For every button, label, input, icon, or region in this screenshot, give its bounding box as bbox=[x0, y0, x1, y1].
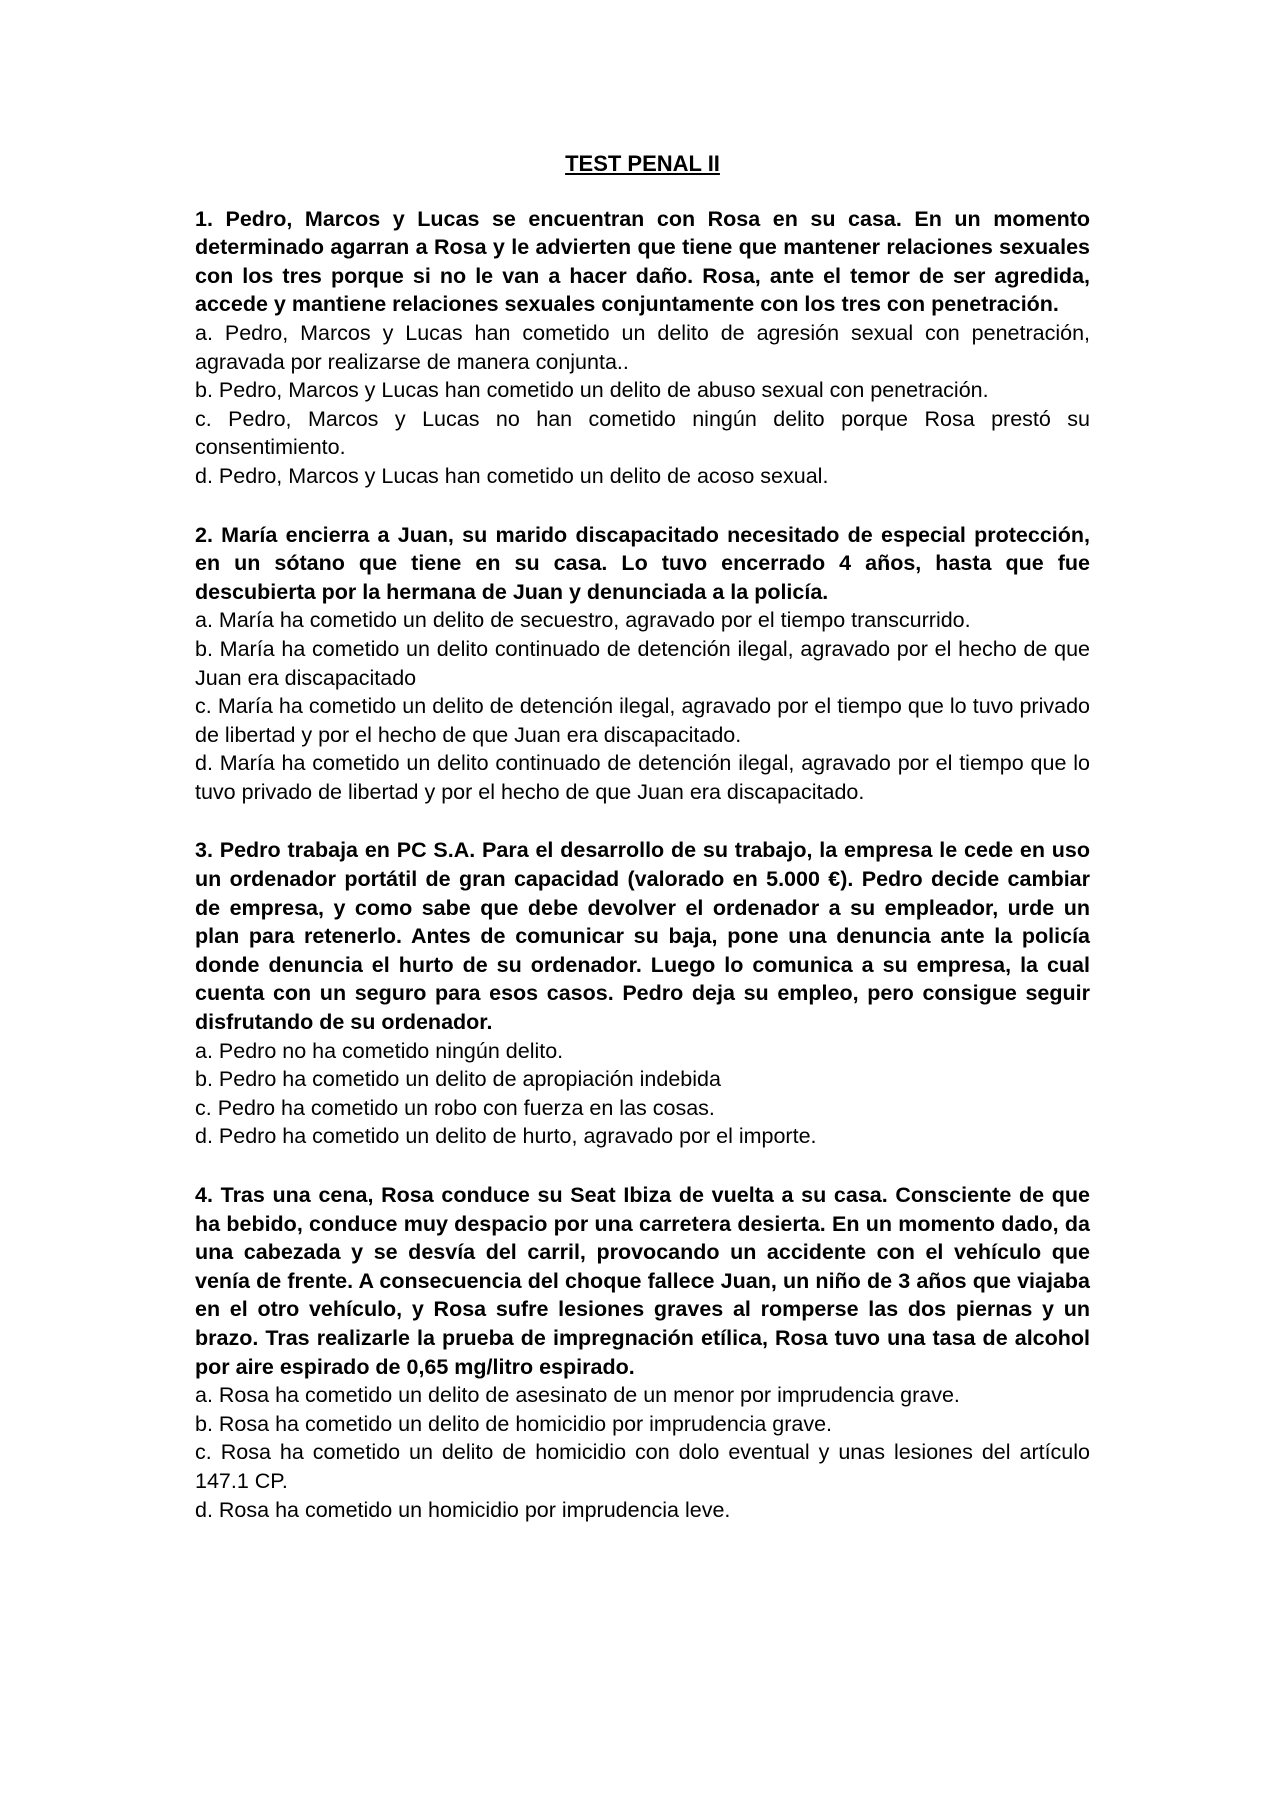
answer-option-d: d. María ha cometido un delito continuado de detención ilegal, agravado por el tiempo que lo tuvo privado de libertad y por el hecho de que Juan era discapacitado. bbox=[195, 751, 1090, 804]
answer-option-b: b. Pedro, Marcos y Lucas han cometido un delito de abuso sexual con penetración. bbox=[195, 378, 989, 403]
page-title: TEST PENAL II bbox=[565, 151, 720, 176]
exam-page bbox=[195, 150, 1090, 1554]
question-3 bbox=[195, 836, 1090, 1151]
answer-option-d: d. Rosa ha cometido un homicidio por imprudencia leve. bbox=[195, 1497, 731, 1522]
answer-option-a: a. Pedro, Marcos y Lucas han cometido un delito de agresión sexual con penetración, agravada por realizarse de manera conjunta.. bbox=[195, 320, 1090, 374]
answer-option-c: c. María ha cometido un delito de detención ilegal, agravado por el tiempo que lo tuvo privado de libertad y por el hecho de que Juan era discapacitado. bbox=[195, 694, 1090, 747]
question-stem: 1. Pedro, Marcos y Lucas se encuentran con Rosa en su casa. En un momento determinado agarran a Rosa y le advierten que tiene que mantener relaciones sexuales con los tres porque si no le van a hacer daño. Rosa, ante el temor de ser agredida, accede y mantiene relaciones sexuales conjuntamente con los tres con penetración. bbox=[195, 206, 1090, 317]
answer-option-a: a. María ha cometido un delito de secuestro, agravado por el tiempo transcurrido. bbox=[195, 608, 971, 633]
answer-option-c: c. Rosa ha cometido un delito de homicidio con dolo eventual y unas lesiones del artículo 147.1 CP. bbox=[195, 1440, 1090, 1493]
question-2 bbox=[195, 521, 1090, 807]
question-stem: 2. María encierra a Juan, su marido discapacitado necesitado de especial protección, en un sótano que tiene en su casa. Lo tuvo encerrado 4 años, hasta que fue descubierta por la hermana de Juan y denunciada a la policía. bbox=[195, 522, 1090, 604]
answer-option-d: d. Pedro ha cometido un delito de hurto, agravado por el importe. bbox=[195, 1124, 817, 1149]
answer-option-c: c. Pedro ha cometido un robo con fuerza en las cosas. bbox=[195, 1095, 715, 1120]
answer-option-a: a. Rosa ha cometido un delito de asesinato de un menor por imprudencia grave. bbox=[195, 1383, 960, 1408]
question-stem: 4. Tras una cena, Rosa conduce su Seat Ibiza de vuelta a su casa. Consciente de que ha bebido, conduce muy despacio por una carretera desierta. En un momento dado, da una cabezada y se desvía del carril, provocando un accidente con el vehículo que venía de frente. A consecuencia del choque fallece Juan, un niño de 3 años que viajaba en el otro vehículo, y Rosa sufre lesiones graves al romperse las dos piernas y un brazo. Tras realizarle la prueba de impregnación etílica, Rosa tuvo una tasa de alcohol por aire espirado de 0,65 mg/litro espirado. bbox=[195, 1183, 1090, 1379]
question-1 bbox=[195, 205, 1090, 491]
question-stem: 3. Pedro trabaja en PC S.A. Para el desarrollo de su trabajo, la empresa le cede en uso un ordenador portátil de gran capacidad (valorado en 5.000 €). Pedro decide cambiar de empresa, y como sabe que debe devolver el ordenador a su empleador, urde un plan para retenerlo. Antes de comunicar su baja, pone una denuncia ante la policía donde denuncia el hurto de su ordenador. Luego lo comunica a su empresa, la cual cuenta con un seguro para esos casos. Pedro deja su empleo, pero consigue seguir disfrutando de su ordenador. bbox=[195, 838, 1090, 1035]
answer-option-b: b. Rosa ha cometido un delito de homicidio por imprudencia grave. bbox=[195, 1411, 833, 1436]
answer-option-c: c. Pedro, Marcos y Lucas no han cometido ningún delito porque Rosa prestó su consentimiento. bbox=[195, 406, 1090, 460]
answer-option-d: d. Pedro, Marcos y Lucas han cometido un delito de acoso sexual. bbox=[195, 463, 829, 488]
answer-option-b: b. María ha cometido un delito continuado de detención ilegal, agravado por el hecho de que Juan era discapacitado bbox=[195, 636, 1090, 690]
answer-option-b: b. Pedro ha cometido un delito de apropiación indebida bbox=[195, 1067, 721, 1092]
answer-option-a: a. Pedro no ha cometido ningún delito. bbox=[195, 1038, 564, 1063]
question-4 bbox=[195, 1181, 1090, 1524]
